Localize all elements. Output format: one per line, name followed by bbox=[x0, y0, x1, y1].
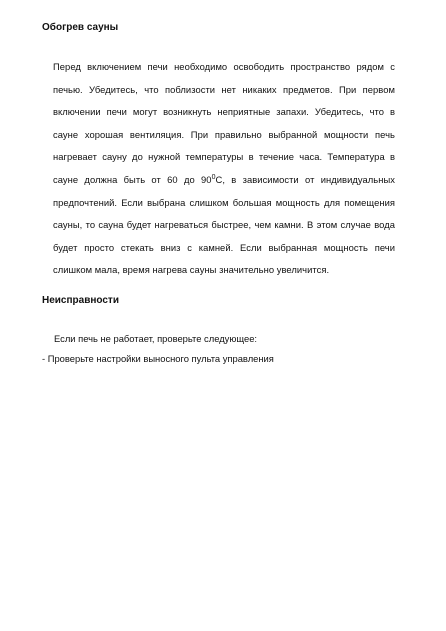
section-heading-sauna-heating: Обогрев сауны bbox=[42, 22, 119, 33]
malfunctions-list-item: - Проверьте настройки выносного пульта управления bbox=[42, 353, 274, 364]
paragraph-text-part2: С, в зависимости от индивидуальных предпочтений. Если выбрана слишком большая мощность для помещения сауны, то сауна будет нагреваться быстрее, чем камни. В этом случае вода будет просто стекать вниз с камней. Если выбранная мощность печи слишком мала, время нагрева сауны значительно увеличится. bbox=[53, 173, 395, 276]
degree-superscript: 0 bbox=[211, 173, 216, 181]
malfunctions-intro: Если печь не работает, проверьте следующее: bbox=[54, 333, 258, 344]
section-heading-malfunctions: Неисправности bbox=[42, 295, 119, 306]
paragraph-text-part1: Перед включением печи необходимо освободить пространство рядом с печью. Убедитесь, что поблизости нет никаких предметов. При первом включении печи могут возникнуть неприятные запахи. Убедитесь, что в сауне хорошая вентиляция. При правильно выбранной мощности печь нагревает сауну до нужной температуры в течение часа. Температура в сауне должна быть от 60 до 90 bbox=[53, 61, 395, 185]
sauna-heating-paragraph bbox=[53, 56, 395, 282]
